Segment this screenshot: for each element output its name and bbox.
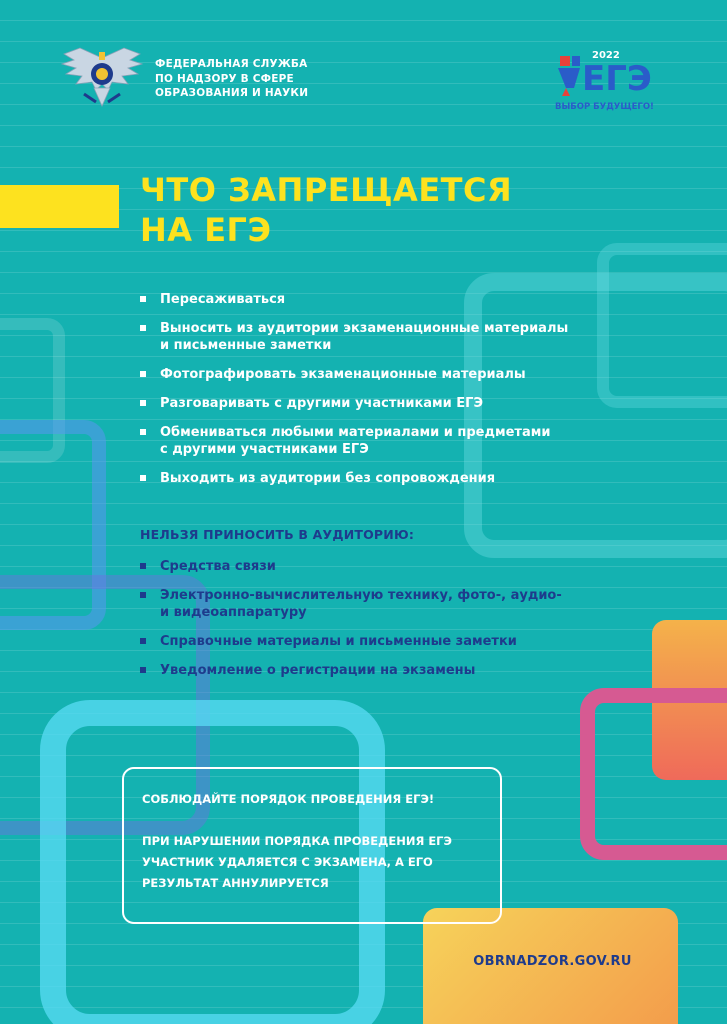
notice-line: РЕЗУЛЬТАТ АННУЛИРУЕТСЯ [142, 876, 329, 890]
deco-frame-top-right-inner [597, 243, 727, 408]
prohibited-list [140, 291, 568, 499]
item-text: с другими участниками ЕГЭ [160, 442, 369, 457]
website-link[interactable]: OBRNADZOR.GOV.RU [473, 954, 632, 969]
item-text: Пересаживаться [160, 292, 286, 307]
bullet-square-icon [140, 667, 146, 673]
bullet-square-icon [140, 325, 146, 331]
item-text: и видеоаппаратуру [160, 605, 307, 620]
org-line: ОБРАЗОВАНИЯ И НАУКИ [155, 87, 309, 99]
bullet-square-icon [140, 429, 146, 435]
item-text: и письменные заметки [160, 338, 332, 353]
item-text: Разговаривать с другими участниками ЕГЭ [160, 396, 484, 411]
item-text: Справочные материалы и письменные заметки [160, 634, 517, 649]
list-item [140, 424, 568, 458]
not-allowed-heading: НЕЛЬЗЯ ПРИНОСИТЬ В АУДИТОРИЮ: [140, 527, 415, 542]
bullet-square-icon [140, 400, 146, 406]
page-title [140, 170, 512, 250]
list-item [140, 395, 568, 412]
item-text: Электронно-вычислительную технику, фото-, аудио- [160, 588, 562, 603]
list-item [140, 366, 568, 383]
bullet-square-icon [140, 296, 146, 302]
title-accent-bar [0, 185, 119, 228]
bullet-square-icon [140, 638, 146, 644]
notice-heading: СОБЛЮДАЙТЕ ПОРЯДОК ПРОВЕДЕНИЯ ЕГЭ! [142, 792, 435, 806]
list-item [140, 320, 568, 354]
item-text: Выносить из аудитории экзаменационные материалы [160, 321, 569, 336]
bullet-square-icon [140, 371, 146, 377]
notice-line: УЧАСТНИК УДАЛЯЕТСЯ С ЭКЗАМЕНА, А ЕГО [142, 855, 433, 869]
logo-slogan: ВЫБОР БУДУЩЕГО! [555, 102, 654, 112]
title-line: НА ЕГЭ [140, 211, 272, 249]
bullet-square-icon [140, 592, 146, 598]
notice-box [122, 767, 502, 924]
bullet-square-icon [140, 475, 146, 481]
logo-name: ЕГЭ [582, 59, 652, 99]
notice-text [142, 831, 482, 894]
bullet-square-icon [140, 563, 146, 569]
title-line: ЧТО ЗАПРЕЩАЕТСЯ [140, 171, 513, 209]
list-item [140, 633, 562, 650]
org-line: ФЕДЕРАЛЬНАЯ СЛУЖБА [155, 58, 308, 70]
item-text: Уведомление о регистрации на экзамены [160, 663, 476, 678]
list-item [140, 291, 568, 308]
deco-frame-pink [580, 688, 727, 860]
notice-line: ПРИ НАРУШЕНИИ ПОРЯДКА ПРОВЕДЕНИЯ ЕГЭ [142, 834, 452, 848]
org-line: ПО НАДЗОРУ В СФЕРЕ [155, 72, 294, 85]
ege-logo-icon [552, 46, 672, 116]
item-text: Выходить из аудитории без сопровождения [160, 471, 496, 486]
list-item [140, 558, 562, 575]
organization-name [155, 57, 308, 101]
logo-year: 2022 [592, 50, 620, 61]
item-text: Средства связи [160, 559, 276, 574]
eagle-emblem-icon [60, 44, 144, 114]
item-text: Фотографировать экзаменационные материалы [160, 367, 526, 382]
not-allowed-list [140, 558, 562, 691]
list-item [140, 587, 562, 621]
list-item [140, 470, 568, 487]
list-item [140, 662, 562, 679]
item-text: Обмениваться любыми материалами и предметами [160, 425, 551, 440]
